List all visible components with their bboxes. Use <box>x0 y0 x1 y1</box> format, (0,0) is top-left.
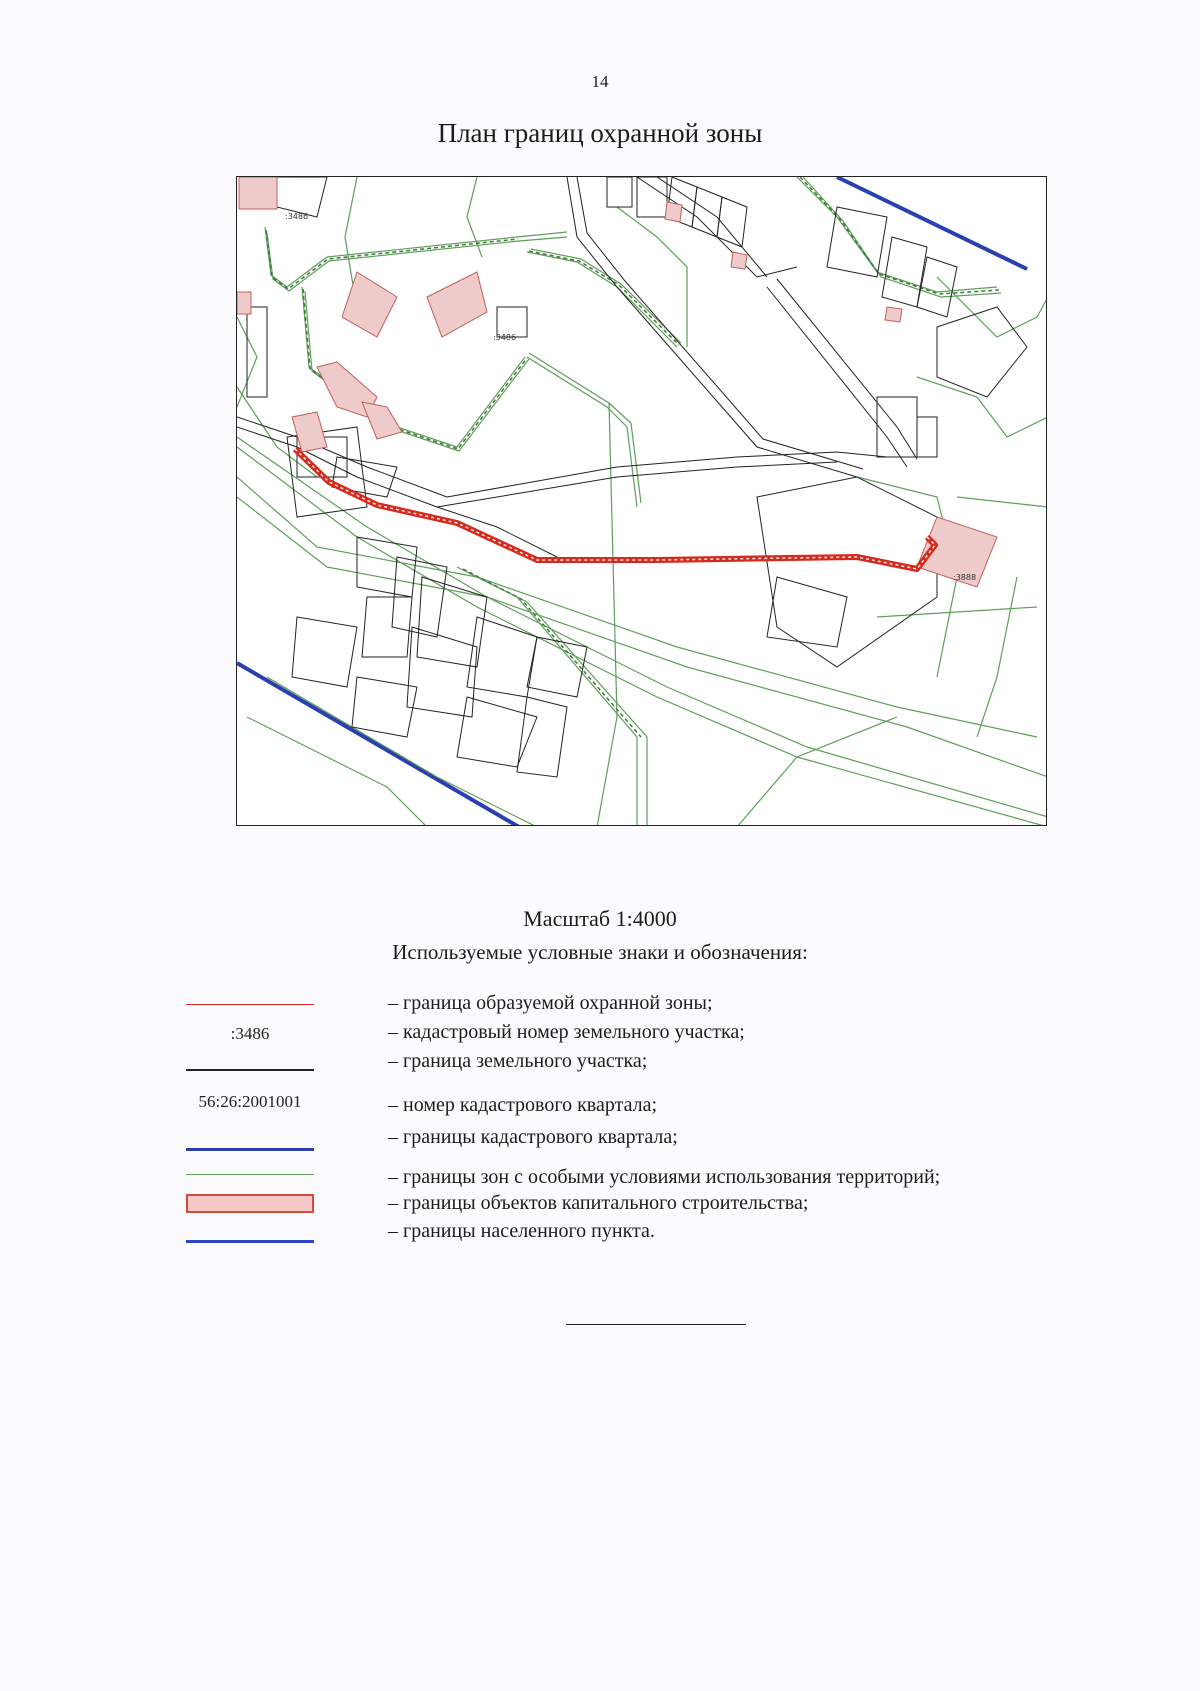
map-plot-label-3: :3888 <box>953 573 977 582</box>
legend-description: – границы объектов капитального строительства; <box>388 1192 809 1214</box>
legend-description: – границы кадастрового квартала; <box>388 1126 678 1148</box>
map-scale: Масштаб 1:4000 <box>523 906 677 931</box>
legend-description: – границы зон с особыми условиями использования территорий; <box>388 1166 941 1188</box>
legend-description: – границы населенного пункта. <box>388 1220 655 1242</box>
legend-title: Используемые условные знаки и обозначения: <box>392 940 808 964</box>
legend-symbol-blue-line <box>186 1240 314 1243</box>
legend-symbol-cadastral-number: :3486 <box>230 1024 270 1043</box>
legend-symbol-quarter-number: 56:26:2001001 <box>198 1092 302 1111</box>
legend-symbol-black-line <box>186 1069 314 1071</box>
legend-description: – кадастровый номер земельного участка; <box>388 1021 745 1043</box>
legend-symbol-red-line <box>186 1004 314 1005</box>
legend-symbol-pink-box <box>186 1194 314 1213</box>
legend-description: – граница образуемой охранной зоны; <box>388 992 713 1014</box>
cadastral-map <box>236 176 1047 826</box>
page-title: План границ охранной зоны <box>437 118 763 148</box>
end-rule <box>566 1324 746 1325</box>
map-plot-label-1: :3486 <box>285 212 309 221</box>
legend-symbol-blue-line <box>186 1148 314 1151</box>
map-plot-label-2: :3486 <box>493 333 517 342</box>
legend-description: – номер кадастрового квартала; <box>388 1094 658 1116</box>
land-plots <box>237 177 1027 777</box>
legend-description: – граница земельного участка; <box>388 1050 648 1072</box>
legend-symbol-green-line <box>186 1174 314 1175</box>
page-number: 14 <box>591 72 609 91</box>
